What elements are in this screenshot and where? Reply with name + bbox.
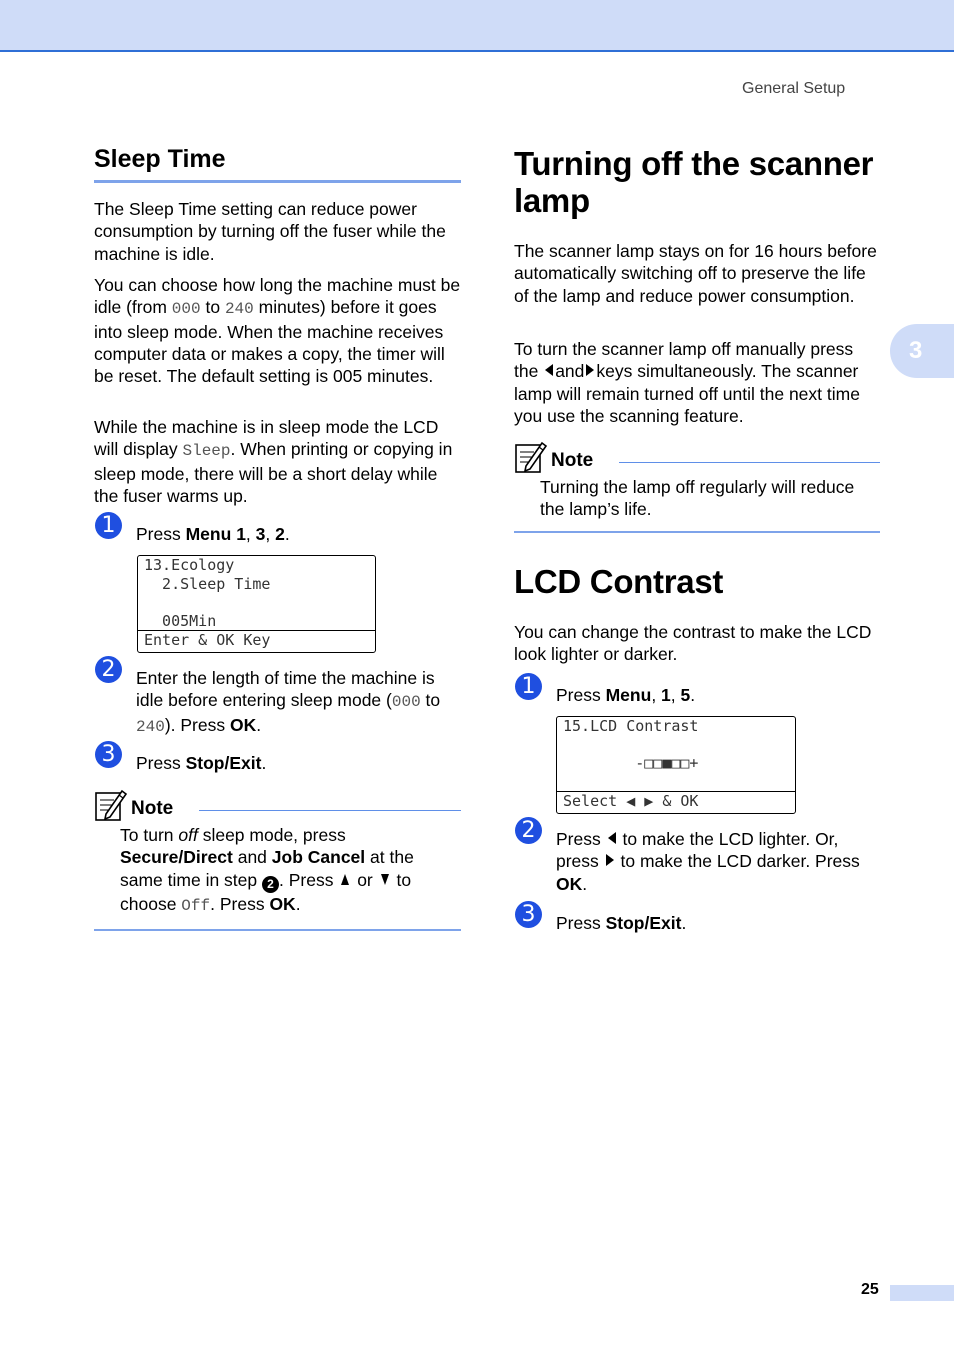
sleep-step-3: 3 Press Stop/Exit. [94, 752, 461, 774]
step-ref-badge: 2 [262, 876, 279, 893]
lcd-line [138, 593, 375, 612]
down-arrow-icon [381, 874, 389, 885]
chapter-tab: 3 [890, 324, 954, 378]
lcd-line: 15.LCD Contrast [563, 717, 699, 735]
step-number-3: 3 [95, 741, 122, 768]
step-number-2: 2 [515, 817, 542, 844]
lcd-line: 2.Sleep Time [144, 574, 271, 593]
section-title-lcd-contrast: LCD Contrast [514, 563, 724, 600]
scanner-lamp-instructions: To turn the scanner lamp off manually press the and keys simultaneously. The scanner lamp will remain turned off until the next time you use the scanning feature. [514, 339, 860, 426]
contrast-step-3: 3 Press Stop/Exit. [514, 912, 880, 934]
right-arrow-icon [606, 854, 614, 866]
lcd-line-blank [557, 736, 795, 755]
lcd-line: 13.Ecology [144, 556, 235, 574]
lcd-bottom-line: Select ◀ ▶ & OK [557, 791, 795, 810]
note-end-rule [514, 531, 880, 533]
lcd-line-blank [557, 773, 795, 792]
scanner-lamp-intro: The scanner lamp stays on for 16 hours before automatically switching off to preserve the life of the lamp and reduce power consumption. [514, 241, 877, 306]
sleep-time-note [94, 788, 461, 931]
sleep-step-2: 2 Enter the length of time the machine is idle before entering sleep mode (000 to 240). Press OK. [94, 667, 461, 738]
section-title-sleep-time: Sleep Time [94, 144, 461, 183]
note-title: Note [131, 798, 174, 819]
sleep-time-range-paragraph: You can choose how long the machine must be idle (from 000 to 240 minutes) before it goes into sleep mode. When the machine receives computer data or makes a copy, the timer will be reset. The default setting is 005 minutes. [94, 275, 461, 387]
note-body: To turn off sleep mode, press Secure/Direct and Job Cancel at the same time in step 2 . Press or to choose Off. Press OK. [120, 825, 414, 915]
lcd-bottom-line: Enter & OK Key [138, 630, 375, 649]
step-number-2: 2 [95, 656, 122, 683]
lcd-contrast-intro: You can change the contrast to make the LCD look lighter or darker. [514, 622, 872, 665]
section-title-scanner-lamp: Turning off the scanner lamp [514, 145, 874, 219]
sleep-time-intro: The Sleep Time setting can reduce power consumption by turning off the fuser while the machine is idle. [94, 199, 446, 264]
note-body: Turning the lamp off regularly will reduce the lamp’s life. [540, 477, 855, 520]
note-pencil-icon [94, 788, 128, 822]
running-head: General Setup [742, 80, 846, 97]
note-pencil-icon [514, 440, 548, 474]
scanner-lamp-note [514, 440, 880, 533]
left-arrow-icon [608, 832, 616, 844]
lcd-contrast-display [556, 716, 796, 814]
contrast-step-1: 1 Press Menu, 1, 5. [514, 684, 880, 706]
lcd-line: 005Min [144, 611, 217, 630]
note-end-rule [94, 929, 461, 931]
note-rule [199, 810, 461, 811]
page-number: 25 [861, 1281, 879, 1298]
sleep-step-1: 1 Press Menu 1, 3, 2. [94, 523, 461, 545]
sleep-time-lcd-paragraph: While the machine is in sleep mode the LCD will display Sleep. When printing or copying in sleep mode, there will be a short delay while the fuser warms up. [94, 417, 453, 506]
step-number-1: 1 [95, 512, 122, 539]
lcd-contrast-bar: -□□■□□+ [563, 754, 699, 772]
note-title: Note [551, 450, 594, 471]
right-arrow-icon [586, 364, 594, 376]
note-rule [619, 462, 880, 463]
step-number-3: 3 [515, 901, 542, 928]
up-arrow-icon [341, 874, 349, 885]
header-band [0, 0, 954, 52]
lcd-sleep-time [137, 555, 376, 653]
left-arrow-icon [545, 364, 553, 376]
footer-band [890, 1285, 954, 1301]
step-number-1: 1 [515, 673, 542, 700]
contrast-step-2: 2 Press to make the LCD lighter. Or, press to make the LCD darker. Press OK. [514, 828, 880, 895]
